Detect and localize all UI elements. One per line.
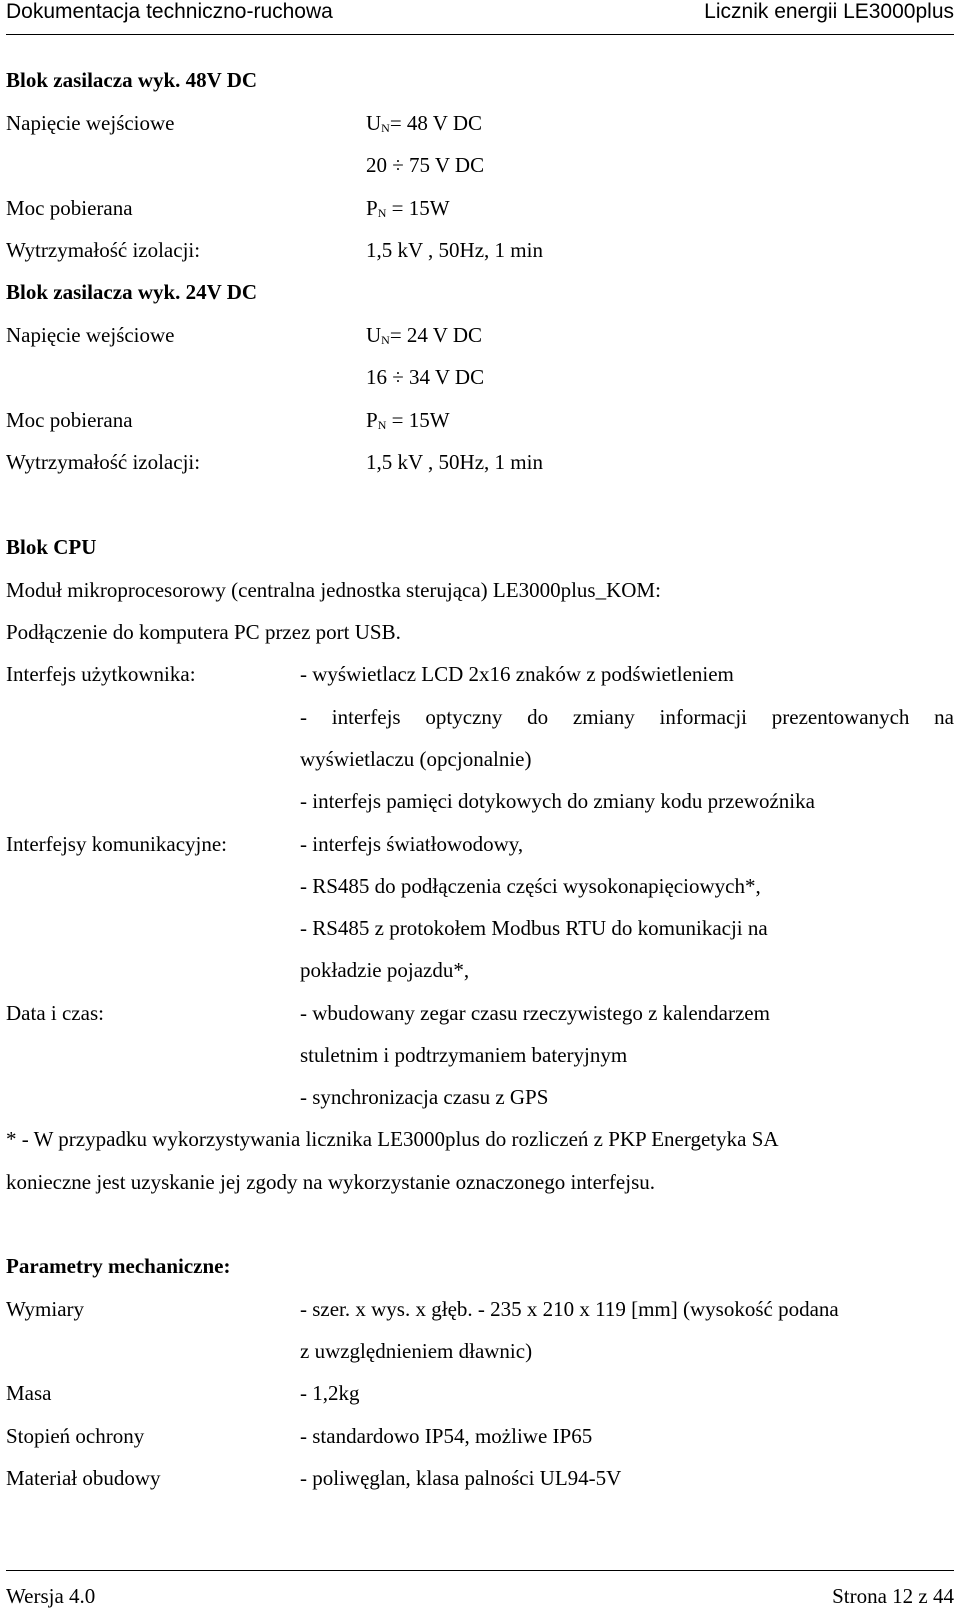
cpu-comm-item: - RS485 z protokołem Modbus RTU do komunikacji na (300, 916, 768, 940)
footer-page-number: Strona 12 z 44 (832, 1584, 954, 1608)
psu24-input-label: Napięcie wejściowe (6, 323, 175, 347)
mech-mass-label: Masa (6, 1381, 52, 1405)
psu48-power-value (366, 196, 450, 223)
cpu-comm-item: - interfejs światłowodowy, (300, 832, 524, 856)
psu48-un-value: = 48 V DC (389, 111, 483, 135)
cpu-comm-item: - RS485 do podłączenia części wysokonapięciowych*, (300, 874, 761, 898)
psu48-insul-value: 1,5 kV , 50Hz, 1 min (366, 238, 543, 262)
cpu-comm-label: Interfejsy komunikacyjne: (6, 832, 228, 856)
psu48-power-label: Moc pobierana (6, 196, 133, 220)
psu24-power-value (366, 408, 450, 435)
mech-material-label: Materiał obudowy (6, 1466, 161, 1490)
symbol-u: U (366, 111, 382, 135)
cpu-footnote-line1: * - W przypadku wykorzystywania licznika LE3000plus do rozliczeń z PKP Energetyka SA (6, 1127, 779, 1151)
cpu-ui-item: - interfejs optyczny do zmiany informacji prezentowanych na (300, 705, 954, 729)
psu48-title: Blok zasilacza wyk. 48V DC (6, 68, 258, 92)
mech-title: Parametry mechaniczne: (6, 1254, 231, 1278)
psu24-title: Blok zasilacza wyk. 24V DC (6, 280, 258, 304)
psu24-power-label: Moc pobierana (6, 408, 133, 432)
mech-ip-label: Stopień ochrony (6, 1424, 145, 1448)
subscript-n: N (377, 206, 387, 220)
psu24-pn-value: = 15W (391, 408, 450, 432)
cpu-ui-item: - wyświetlacz LCD 2x16 znaków z podświetleniem (300, 662, 734, 686)
cpu-footnote-line2: konieczne jest uzyskanie jej zgody na wykorzystanie oznaczonego interfejsu. (6, 1170, 656, 1194)
cpu-ui-item: wyświetlaczu (opcjonalnie) (300, 747, 532, 771)
psu48-insul-label: Wytrzymałość izolacji: (6, 238, 201, 262)
subscript-n: N (377, 418, 387, 432)
mech-mass-value: - 1,2kg (300, 1381, 360, 1405)
psu24-insul-label: Wytrzymałość izolacji: (6, 450, 201, 474)
mech-dim-value-cont: z uwzględnieniem dławnic) (300, 1339, 533, 1363)
cpu-ui-label: Interfejs użytkownika: (6, 662, 196, 686)
cpu-pc-connection: Podłączenie do komputera PC przez port USB. (6, 620, 401, 644)
psu48-input-value (366, 111, 482, 138)
symbol-p: P (366, 408, 378, 432)
mech-dim-value: - szer. x wys. x głęb. - 235 x 210 x 119 [mm] (wysokość podana (300, 1297, 839, 1321)
header-right: Licznik energii LE3000plus (704, 0, 954, 23)
cpu-datetime-item: - wbudowany zegar czasu rzeczywistego z kalendarzem (300, 1001, 770, 1025)
footer-rule (6, 1570, 954, 1571)
cpu-module: Moduł mikroprocesorowy (centralna jednostka sterująca) LE3000plus_KOM: (6, 578, 661, 602)
mech-ip-value: - standardowo IP54, możliwe IP65 (300, 1424, 593, 1448)
subscript-n: N (381, 333, 390, 347)
psu48-input-label: Napięcie wejściowe (6, 111, 175, 135)
cpu-ui-item: - interfejs pamięci dotykowych do zmiany kodu przewoźnika (300, 789, 815, 813)
header-rule (6, 34, 954, 35)
psu24-insul-value: 1,5 kV , 50Hz, 1 min (366, 450, 543, 474)
cpu-datetime-label: Data i czas: (6, 1001, 104, 1025)
cpu-datetime-item: stuletnim i podtrzymaniem bateryjnym (300, 1043, 628, 1067)
cpu-title: Blok CPU (6, 535, 97, 559)
psu24-un-value: = 24 V DC (389, 323, 483, 347)
symbol-u: U (366, 323, 382, 347)
psu48-range: 20 ÷ 75 V DC (366, 153, 485, 177)
symbol-p: P (366, 196, 378, 220)
mech-material-value: - poliwęglan, klasa palności UL94-5V (300, 1466, 622, 1490)
footer-version: Wersja 4.0 (6, 1584, 96, 1608)
subscript-n: N (381, 121, 390, 135)
page-header (0, 0, 960, 24)
mech-dim-label: Wymiary (6, 1297, 85, 1321)
psu24-range: 16 ÷ 34 V DC (366, 365, 485, 389)
cpu-datetime-item: - synchronizacja czasu z GPS (300, 1085, 549, 1109)
header-left: Dokumentacja techniczno-ruchowa (6, 0, 333, 23)
cpu-comm-item: pokładzie pojazdu*, (300, 958, 470, 982)
psu48-pn-value: = 15W (391, 196, 450, 220)
psu24-input-value (366, 323, 482, 350)
